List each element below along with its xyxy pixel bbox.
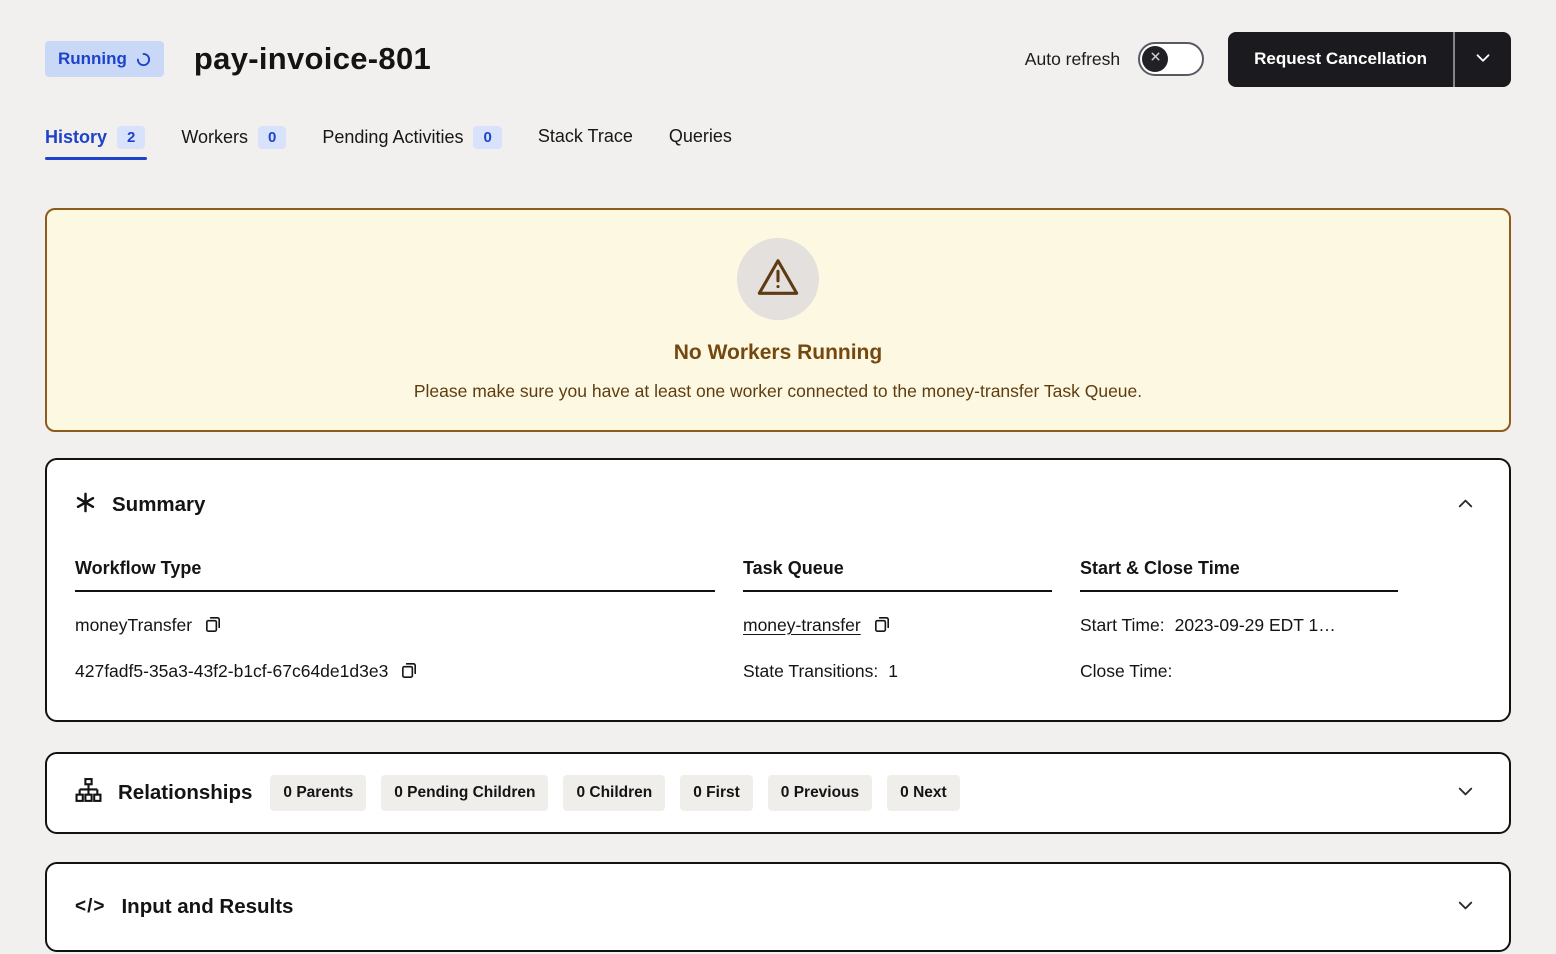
banner-title: No Workers Running xyxy=(673,341,883,364)
header-actions xyxy=(1025,32,1511,87)
summary-collapse-button[interactable] xyxy=(1450,488,1481,522)
summary-grid xyxy=(75,558,1481,684)
task-queue-link[interactable]: money-transfer xyxy=(743,615,861,635)
start-time-value: 2023-09-29 EDT 1… xyxy=(1174,615,1336,635)
chevron-up-icon xyxy=(1454,503,1477,518)
children-badge: 0 Children xyxy=(563,775,665,811)
cancellation-dropdown-button[interactable] xyxy=(1455,32,1511,87)
tab-bar xyxy=(45,126,1511,160)
tab-stack-trace[interactable] xyxy=(538,126,633,158)
relationships-section xyxy=(45,752,1511,834)
state-transitions-value: 1 xyxy=(888,661,898,681)
input-results-title: Input and Results xyxy=(121,895,294,918)
code-icon: </> xyxy=(75,896,106,917)
workflow-type-column xyxy=(75,558,715,684)
auto-refresh-toggle[interactable] xyxy=(1138,42,1204,76)
start-time-row xyxy=(1080,613,1398,638)
task-queue-row xyxy=(743,613,1052,638)
copy-task-queue-button[interactable] xyxy=(873,615,892,637)
task-queue-column xyxy=(743,558,1052,684)
relationships-expand-button[interactable] xyxy=(1450,776,1481,810)
tab-label: History xyxy=(45,127,108,147)
request-cancellation-button[interactable]: Request Cancellation xyxy=(1228,32,1453,87)
tab-count-badge: 2 xyxy=(117,126,145,149)
tab-count-badge: 0 xyxy=(473,126,501,149)
chevron-down-icon xyxy=(1454,905,1477,920)
copy-workflow-type-button[interactable] xyxy=(204,615,223,637)
task-queue-header: Task Queue xyxy=(743,558,1052,592)
page-header xyxy=(45,30,1511,88)
asterisk-icon xyxy=(75,492,96,518)
tab-label: Queries xyxy=(668,126,732,146)
tab-queries[interactable] xyxy=(669,126,732,158)
tab-label: Stack Trace xyxy=(537,126,633,146)
next-badge: 0 Next xyxy=(887,775,960,811)
status-badge xyxy=(45,41,164,77)
relationships-title: Relationships xyxy=(118,781,253,804)
toggle-off-x-icon xyxy=(1149,50,1162,68)
org-chart-icon xyxy=(75,777,102,809)
warning-triangle-icon xyxy=(755,254,801,305)
copy-icon xyxy=(204,615,223,637)
tab-label: Pending Activities xyxy=(322,127,464,147)
tab-history[interactable] xyxy=(45,126,145,160)
start-close-time-column xyxy=(1080,558,1398,684)
copy-icon xyxy=(400,661,419,683)
workflow-id-row xyxy=(75,659,715,684)
state-transitions-row xyxy=(743,659,1052,684)
parents-badge: 0 Parents xyxy=(270,775,366,811)
pending-children-badge: 0 Pending Children xyxy=(381,775,548,811)
previous-badge: 0 Previous xyxy=(768,775,872,811)
no-workers-warning-banner xyxy=(45,208,1511,432)
summary-title: Summary xyxy=(112,493,206,516)
copy-icon xyxy=(873,615,892,637)
relationship-badges xyxy=(270,775,959,811)
summary-header xyxy=(75,488,1481,522)
chevron-down-icon xyxy=(1454,791,1477,806)
close-time-label: Close Time: xyxy=(1080,661,1173,681)
page-title: pay-invoice-801 xyxy=(193,41,432,76)
tab-count-badge: 0 xyxy=(258,126,286,149)
workflow-type-row xyxy=(75,613,715,638)
tab-pending-activities[interactable] xyxy=(322,126,501,160)
warning-icon-circle xyxy=(737,238,819,320)
workflow-type-value: moneyTransfer xyxy=(75,615,193,635)
start-time-label: Start Time: xyxy=(1080,615,1165,635)
input-results-expand-button[interactable] xyxy=(1450,890,1481,924)
copy-workflow-id-button[interactable] xyxy=(400,661,419,683)
state-transitions-label: State Transitions: xyxy=(743,661,879,681)
auto-refresh-label: Auto refresh xyxy=(1024,48,1121,69)
tab-label: Workers xyxy=(181,127,249,147)
first-badge: 0 First xyxy=(680,775,753,811)
banner-message: Please make sure you have at least one worker connected to the money-transfer Task Queue. xyxy=(413,381,1143,401)
workflow-id-value: 427fadf5-35a3-43f2-b1cf-67c64de1d3e3 xyxy=(75,661,389,681)
chevron-down-icon xyxy=(1472,47,1494,72)
tab-workers[interactable] xyxy=(181,126,286,160)
close-time-row xyxy=(1080,659,1398,684)
status-badge-label: Running xyxy=(58,49,127,68)
start-close-time-header: Start & Close Time xyxy=(1080,558,1398,592)
summary-section xyxy=(45,458,1511,722)
workflow-type-header: Workflow Type xyxy=(75,558,715,592)
input-results-section xyxy=(45,862,1511,952)
toggle-knob xyxy=(1142,46,1168,72)
running-spinner-icon xyxy=(136,52,151,67)
cancellation-split-button xyxy=(1228,32,1511,87)
